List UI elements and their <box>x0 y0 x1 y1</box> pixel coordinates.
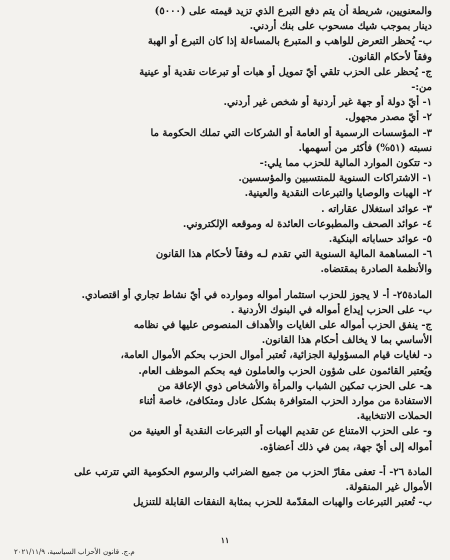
text-line: الاستفادة من موارد الحزب المتوافرة بشكل عادل ومتكافئ، خاصة أثناء <box>139 396 432 408</box>
text-line: ب- تُعتبر التبرعات والهبات المقدّمة للحزب بمثابة النفقات القابلة للتنزيل <box>133 497 432 509</box>
text-line: والأنظمة الصادرة بمقتضاه. <box>320 264 432 276</box>
text-line: ب- يُحظر التعرض للواهب و المتبرع بالمساءلة إذا كان التبرع أو الهبة <box>147 36 432 48</box>
text-line: الأموال غير المنقولة. <box>345 482 432 494</box>
paragraph-gap <box>24 278 432 288</box>
text-line: ج- ينفق الحزب أمواله على الغايات والأهداف المنصوص عليها في نظامه <box>133 320 432 332</box>
text-line: هـ- على الحزب تمكين الشباب والمرأة والأشخاص ذوي الإعاقة من <box>157 380 432 392</box>
text-line: ج- يُحظر على الحزب تلقي أيّ تمويل أو هبات أو تبرعات نقدية أو عينية <box>139 66 432 78</box>
footer-note: م.ج. قانون الأحزاب السياسية، ٢٠٢١/١١/٩ <box>14 548 135 556</box>
text-line: ٣- المؤسسات الرسمية أو العامة أو الشركات التي تملك الحكومة ما <box>150 127 432 139</box>
text-line: ٦- المساهمة المالية السنوية التي تقدم لـه وفقاً لأحكام هذا القانون <box>155 249 432 261</box>
text-line: المادة ٢٦- أ- تعفى مقارّ الحزب من جميع الضرائب والرسوم الحكومية التي تترتب على <box>74 466 432 478</box>
page-number: ١١ <box>220 535 230 545</box>
text-line: ٤- عوائد الصحف والمطبوعات العائدة له وموقعه الإلكتروني. <box>182 218 432 230</box>
text-line: وفقاً لأحكام القانون. <box>347 51 432 63</box>
text-line: ١- أيّ دولة أو جهة غير أردنية أو شخص غير أردني. <box>223 97 432 109</box>
text-line: الأساسي بما لا يخالف أحكام هذا القانون. <box>261 335 432 347</box>
text-line: والمعنويين، شريطة أن يتم دفع التبرع الذي تزيد قيمته على (٥٠٠٠) <box>154 6 432 17</box>
text-line: د- تتكون الموارد المالية للحزب مما يلي:- <box>259 158 432 170</box>
paragraph-gap <box>24 455 432 465</box>
text-line: المادة٢٥- أ- لا يجوز للحزب استثمار أمواله وموارده في أيّ نشاط تجاري أو اقتصادي. <box>81 289 432 301</box>
text-line: ٢- أيّ مصدر مجهول. <box>344 112 432 124</box>
text-line: أمواله إلى أيّ جهة، بمن في ذلك أعضاؤه. <box>259 441 432 453</box>
text-line: ٣- عوائد استغلال عقاراته . <box>321 203 432 215</box>
text-line: ب- على الحزب إيداع أمواله في البنوك الأردنية . <box>230 304 432 316</box>
text-line: الحملات الانتخابية. <box>356 411 432 423</box>
text-line: من:- <box>411 82 432 94</box>
text-line: نسبته (٥١%) فأكثر من أسهمها. <box>298 142 432 154</box>
text-line: ٥- عوائد حساباته البنكية. <box>328 234 432 246</box>
text-line: ١- الاشتراكات السنوية للمنتسبين والمؤسسين. <box>238 173 432 185</box>
text-line: ٢- الهبات والوصايا والتبرعات النقدية والعينية. <box>244 188 432 200</box>
document-body <box>24 4 432 511</box>
text-line: و- على الحزب الامتناع عن تقديم الهبات أو التبرعات النقدية أو العينية من <box>129 426 432 438</box>
text-line: ويُعتبر القائمون على شؤون الحزب والعاملون فيه بحكم الموظف العام. <box>138 365 432 377</box>
text-line: دينار بموجب شيك مسحوب على بنك أردني. <box>249 21 432 33</box>
text-line: د- لغايات قيام المسؤولية الجزائية، تُعتبر أموال الحزب بحكم الأموال العامة، <box>120 350 432 362</box>
